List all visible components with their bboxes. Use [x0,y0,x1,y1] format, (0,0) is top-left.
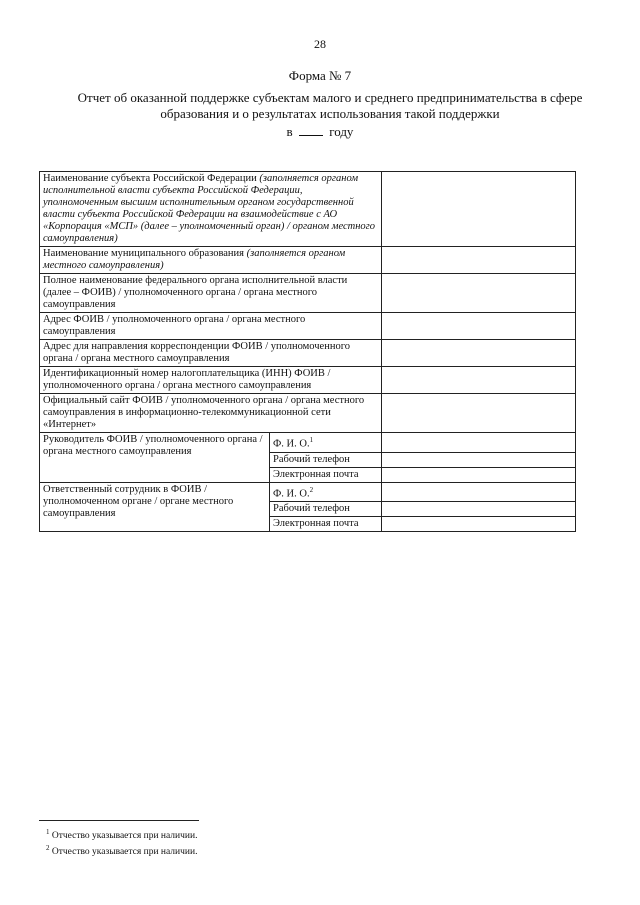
form-title: Форма № 7 [288,68,352,83]
responsible-fio-label [270,482,382,502]
inn-value[interactable] [382,367,576,394]
page-number: 28 [314,37,326,51]
footnote-item [46,842,197,858]
table-row [40,172,576,247]
footnote-item [46,826,197,842]
report-title: Отчет об оказанной поддержке субъектам малого и среднего предпринимательства в сфере образования и о результатах использования такой поддержки [77,90,583,121]
responsible-label: Ответственный сотрудник в ФОИВ / уполномоченном органе / органе местного самоуправления [40,482,270,532]
municipality-text: Наименование муниципального образования [43,248,244,259]
head-fio-value[interactable] [382,433,576,453]
footnote-text: Отчество указывается при наличии. [51,847,198,858]
head-phone-value[interactable] [382,452,576,467]
municipality-label [40,247,382,274]
responsible-phone-label: Рабочий телефон [270,502,382,517]
footnote-text: Отчество указывается при наличии. [51,831,198,842]
responsible-fio-text: Ф. И. О. [273,488,310,499]
table-row [40,247,576,274]
head-fio-label [270,433,382,453]
head-fio-text: Ф. И. О. [273,438,310,450]
footnote-mark: 2 [46,844,50,853]
foiv-full-name-value[interactable] [382,274,576,313]
footnote-mark-1: 1 [309,436,314,444]
year-suffix: году [329,124,354,139]
region-name-value[interactable] [382,172,576,247]
municipality-value[interactable] [382,247,576,274]
responsible-phone-value[interactable] [382,502,576,517]
mail-address-value[interactable] [382,340,576,367]
region-name-note: (заполняется органом исполнительной власти субъекта Российской Федерации, уполномоченным высшим исполнительным органом государственной власти субъекта Российской Федерации на взаимодействие с АО «Корпорация «МСП» (далее – уполномоченный орган) / органом местного самоуправления) [43,173,376,244]
footnote-divider [39,820,199,821]
head-email-label: Электронная почта [270,467,382,482]
responsible-fio-value[interactable] [382,482,576,502]
table-row [40,274,576,313]
table-row [40,433,576,453]
website-value[interactable] [382,394,576,433]
table-row [40,482,576,502]
foiv-full-name-label: Полное наименование федерального органа исполнительной власти (далее – ФОИВ) / уполномоченного органа / органа местного самоуправления [40,274,382,313]
footnote-mark-2: 2 [309,485,314,494]
table-row [40,394,576,433]
mail-address-label: Адрес для направления корреспонденции ФОИВ / уполномоченного органа / органа местного самоуправления [40,340,382,367]
year-line [0,124,640,140]
head-phone-label: Рабочий телефон [270,452,382,467]
region-name-label [40,172,382,247]
inn-label: Идентификационный номер налогоплательщика (ИНН) ФОИВ / уполномоченного органа / органа местного самоуправления [40,367,382,394]
head-email-value[interactable] [382,467,576,482]
year-prefix: в [286,124,293,139]
website-label: Официальный сайт ФОИВ / уполномоченного органа / органа местного самоуправления в информационно-телекоммуникационной сети «Интернет» [40,394,382,433]
table-row [40,367,576,394]
municipality-note: (заполняется органом местного самоуправления) [43,248,346,271]
address-value[interactable] [382,313,576,340]
footnotes [46,826,197,858]
year-blank-field[interactable] [299,124,323,136]
address-label: Адрес ФОИВ / уполномоченного органа / органа местного самоуправления [40,313,382,340]
table-row [40,340,576,367]
footnote-mark: 1 [46,828,50,836]
table-row [40,313,576,340]
info-table [39,171,576,532]
region-name-text: Наименование субъекта Российской Федерации [43,173,257,184]
responsible-email-label: Электронная почта [270,517,382,532]
head-label: Руководитель ФОИВ / уполномоченного органа / органа местного самоуправления [40,433,270,483]
responsible-email-value[interactable] [382,517,576,532]
